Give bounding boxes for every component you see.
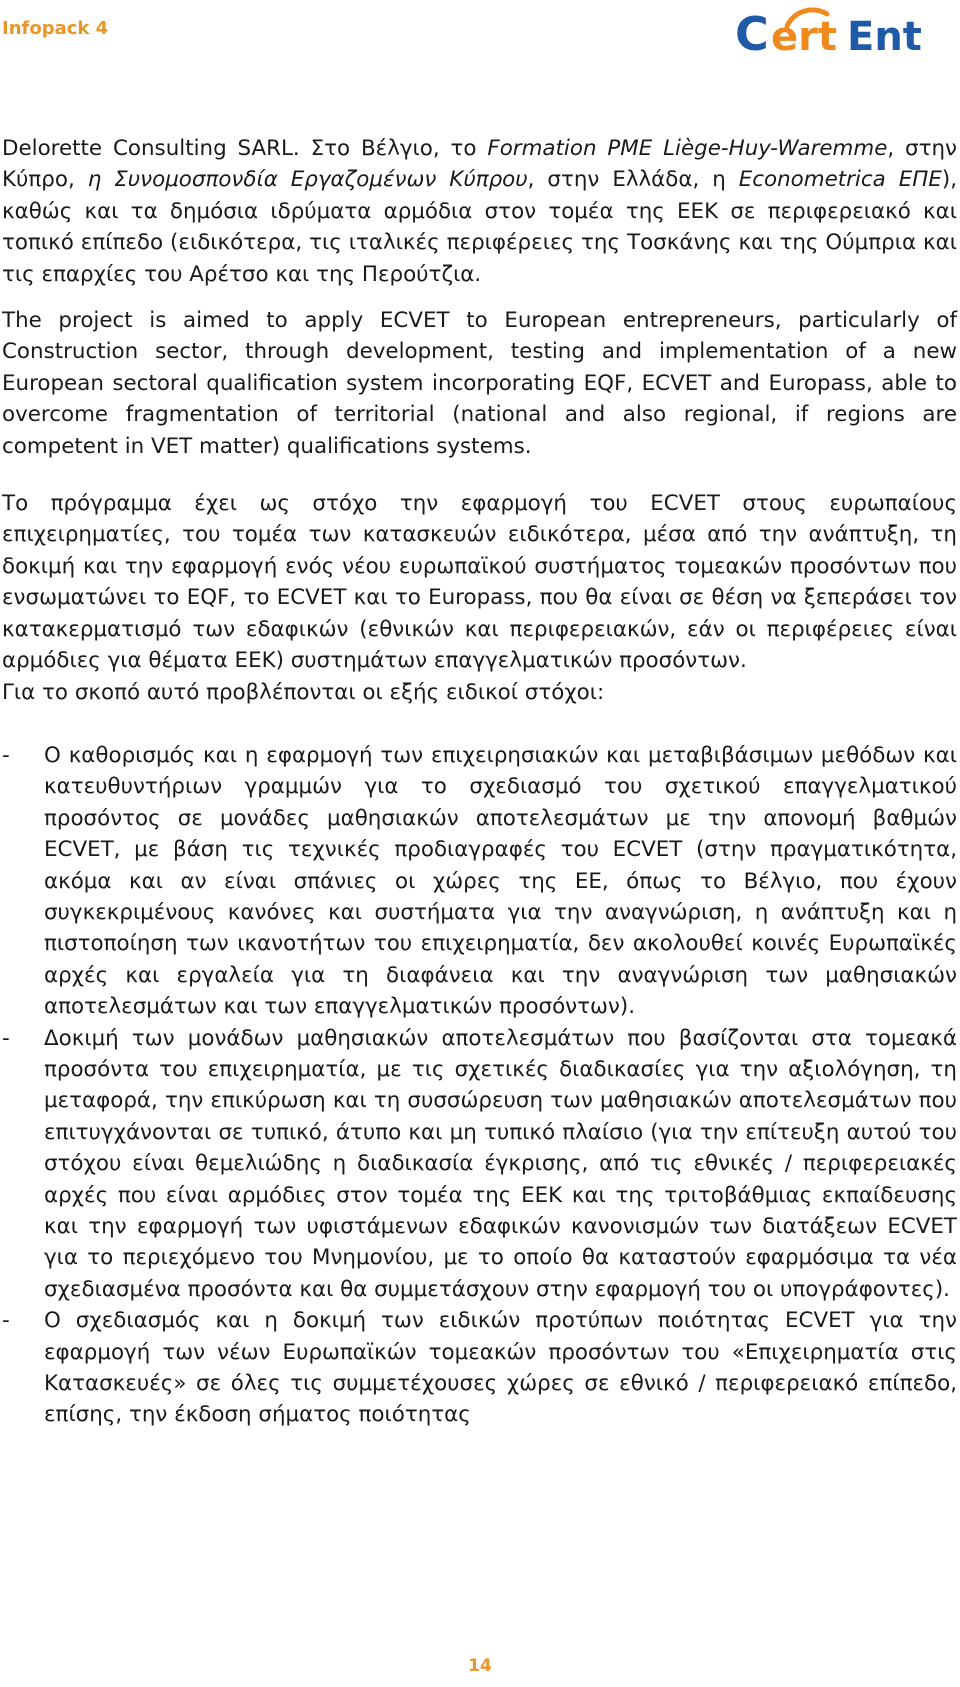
list-dash: - xyxy=(2,1025,10,1051)
list-item xyxy=(2,1305,957,1431)
list-dash: - xyxy=(2,1308,10,1334)
list-item xyxy=(2,740,957,1023)
paragraph-project-aim-en: The project is aimed to apply ECVET to European entrepreneurs, particularly of Construction sector, through development, testing and implementation of a new European sectoral qualification system incorporating EQF, ECVET and Europass, able to overcome fragmentation of territorial (national and also regional, if regions are competent in VET matter) qualifications systems. xyxy=(2,308,957,459)
paragraph-partners: Delorette Consulting SARL. Στο Βέλγιο, το Formation PME Liège-Huy-Waremme, στην Κύπρο, η Συνομοσπονδία Εργαζομένων Κύπρου, στην Ελλάδα, η Econometrica ΕΠΕ), καθώς και τα δημόσια ιδρύματα αρμόδια στον τομέα της ΕΕΚ σε περιφερειακό και τοπικό επίπεδο (ειδικότερα, τις ιταλικές περιφέρειες της Τοσκάνης και της Ούμπρια και τις επαρχίες του Αρέτσο και της Περούτζια. xyxy=(2,136,957,287)
page-header xyxy=(0,0,960,70)
infopack-label: Infopack 4 xyxy=(2,18,109,39)
logo-letter-c: C xyxy=(735,7,769,60)
document-body xyxy=(2,133,957,1431)
list-item-text: Ο καθορισμός και η εφαρμογή των επιχειρησιακών και μεταβιβάσιμων μεθόδων και κατευθυντήριων γραμμών για το σχεδιασμό του σχετικού επαγγελματικού προσόντος σε μονάδες μαθησιακών αποτελεσμάτων με την απονομή βαθμών ECVET, με βάση τις τεχνικές προδιαγραφές του ECVET (στην πραγματικότητα, ακόμα και αν είναι σπάνιες οι χώρες της ΕΕ, όπως το Βέλγιο, που έχουν συγκεκριμένους κανόνες και συστήματα για την αναγνώριση, η ανάπτυξη και η πιστοποίηση των ικανοτήτων του επιχειρηματία, δεν ακολουθεί κοινές Ευρωπαϊκές αρχές και εργαλεία για τη διαφάνεια και την αναγνώριση των μαθησιακών αποτελεσμάτων και των επαγγελματικών προσόντων). xyxy=(44,742,957,1020)
list-item-text: Δοκιμή των μονάδων μαθησιακών αποτελεσμάτων που βασίζονται στα τομεακά προσόντα του επιχειρηματία, με τις σχετικές διαδικασίες για την αξιολόγηση, τη μεταφορά, την επικύρωση και τη συσσώρευση των μαθησιακών αποτελεσμάτων που επιτυγχάνονται σε τυπικό, άτυπο και μη τυπικό πλαίσιο (για την επίτευξη αυτού του στόχου είναι θεμελιώδης η διαδικασία έγκρισης, από τις εθνικές / περιφερειακές αρχές που είναι αρμόδιες στον τομέα της ΕΕΚ και της τριτοβάθμιας εκπαίδευσης και την εφαρμογή των υφιστάμενων εδαφικών κανονισμών των διατάξεων ECVET για το περιεχόμενο του Μνημονίου, με το οποίο θα καταστούν εφαρμόσιμα τα νέα σχεδιασμένα προσόντα και θα συμμετάσχουν στην εφαρμογή του οι υπογράφοντες). xyxy=(44,1025,957,1302)
paragraph-objectives-intro: Για το σκοπό αυτό προβλέπονται οι εξής ειδικοί στόχοι: xyxy=(2,679,605,705)
list-item xyxy=(2,1023,957,1306)
logo-letters-ent: Ent xyxy=(847,14,922,60)
paragraph-project-aim-gr: Το πρόγραμμα έχει ως στόχο την εφαρμογή του ECVET στους ευρωπαίους επιχειρηματίες, του τομέα των κατασκευών ειδικότερα, μέσα από την ανάπτυξη, τη δοκιμή και την εφαρμογή ενός νέου ευρωπαϊκού συστήματος τομεακών προσόντων που ενσωματώνει το EQF, το ECVET και το Europass, που θα είναι σε θέση να ξεπεράσει τον κατακερματισμό των εδαφικών (εθνικών και περιφερειακών, εάν οι περιφέρειες είναι αρμόδιες για θέματα ΕΕΚ) συστημάτων επαγγελματικών προσόντων. xyxy=(2,491,957,674)
list-item-text: Ο σχεδιασμός και η δοκιμή των ειδικών προτύπων ποιότητας ECVET για την εφαρμογή των νέων Ευρωπαϊκών τομεακών προσόντων του «Επιχειρηματία στις Κατασκευές» σε όλες τις συμμετέχουσες χώρες σε εθνικό / περιφερειακό επίπεδο, επίσης, την έκδοση σήματος ποιότητας xyxy=(44,1308,957,1428)
certent-logo xyxy=(735,6,950,60)
objectives-list xyxy=(2,740,957,1431)
logo-letters-ert: ert xyxy=(771,14,837,60)
list-dash: - xyxy=(2,742,10,768)
page-number: 14 xyxy=(468,1656,492,1676)
